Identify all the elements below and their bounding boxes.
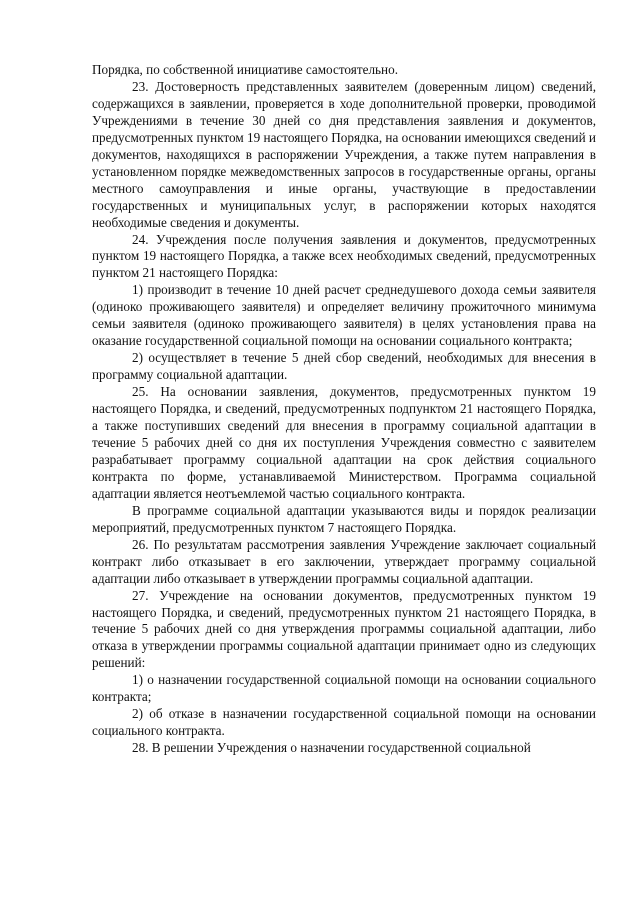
paragraph-27: 27. Учреждение на основании документов, предусмотренных пунктом 19 настоящего Порядка, и сведений, предусмотренных пунктом 21 настоящего Порядка, в течение 5 рабочих дней со дня утверждения программы социальной адаптации, либо отказа в утверждении программы социальной адаптации принимает одно из следующих решений: <box>92 587 596 671</box>
document-page <box>92 62 596 757</box>
paragraph-25: 25. На основании заявления, документов, предусмотренных пунктом 19 настоящего Порядка, и сведений, предусмотренных подпунктом 21 настоящего Порядка, а также поступивших сведений для внесения в программу социальной адаптации в течение 5 рабочих дней со дня их поступления Учреждения совместно с заявителем разрабатывает программу социальной адаптации на срок действия социального контракта по форме, устанавливаемой Министерством. Программа социальной адаптации является неотъемлемой частью социального контракта. <box>92 384 596 501</box>
paragraph-1: Порядка, по собственной инициативе самостоятельно. <box>92 62 398 77</box>
paragraph-28: 28. В решении Учреждения о назначении государственной социальной <box>132 740 531 756</box>
paragraph-25-note: В программе социальной адаптации указываются виды и порядок реализации мероприятий, предусмотренных пунктом 7 настоящего Порядка. <box>92 502 596 535</box>
paragraph-23: 23. Достоверность представленных заявителем (доверенным лицом) сведений, содержащихся в заявлении, проверяется в ходе дополнительной проверки, проводимой Учреждениями в течение 30 дней со дня представления заявления и документов, предусмотренных пунктом 19 настоящего Порядка, на основании имеющихся сведений и документов, находящихся в распоряжении Учреждения, а также путем направления в установленном порядке межведомственных запросов в государственные органы, органы местного самоуправления и иные органы, участвующие в предоставлении государственных и муниципальных услуг, в распоряжении которых находятся необходимые сведения и документы. <box>92 78 596 230</box>
paragraph-27-item-2: 2) об отказе в назначении государственной социальной помощи на основании социального контракта. <box>92 706 596 739</box>
paragraph-24-item-2: 2) осуществляет в течение 5 дней сбор сведений, необходимых для внесения в программу социальной адаптации. <box>92 350 596 383</box>
paragraph-26: 26. По результатам рассмотрения заявления Учреждение заключает социальный контракт либо отказывает в его заключении, утверждает программу социальной адаптации либо отказывает в утверждении программы социальной адаптации. <box>92 536 596 586</box>
paragraph-27-item-1: 1) о назначении государственной социальной помощи на основании социального контракта; <box>92 672 596 705</box>
paragraph-24: 24. Учреждения после получения заявления и документов, предусмотренных пунктом 19 настоящего Порядка, а также всех необходимых сведений, предусмотренных пунктом 21 настоящего Порядка: <box>92 231 596 281</box>
paragraph-24-item-1: 1) производит в течение 10 дней расчет среднедушевого дохода семьи заявителя (одиноко проживающего заявителя) и определяет величину прожиточного минимума семьи заявителя (одиноко проживающего заявителя) в целях установления права на оказание государственной социальной помощи на основании социального контракта; <box>92 282 596 349</box>
